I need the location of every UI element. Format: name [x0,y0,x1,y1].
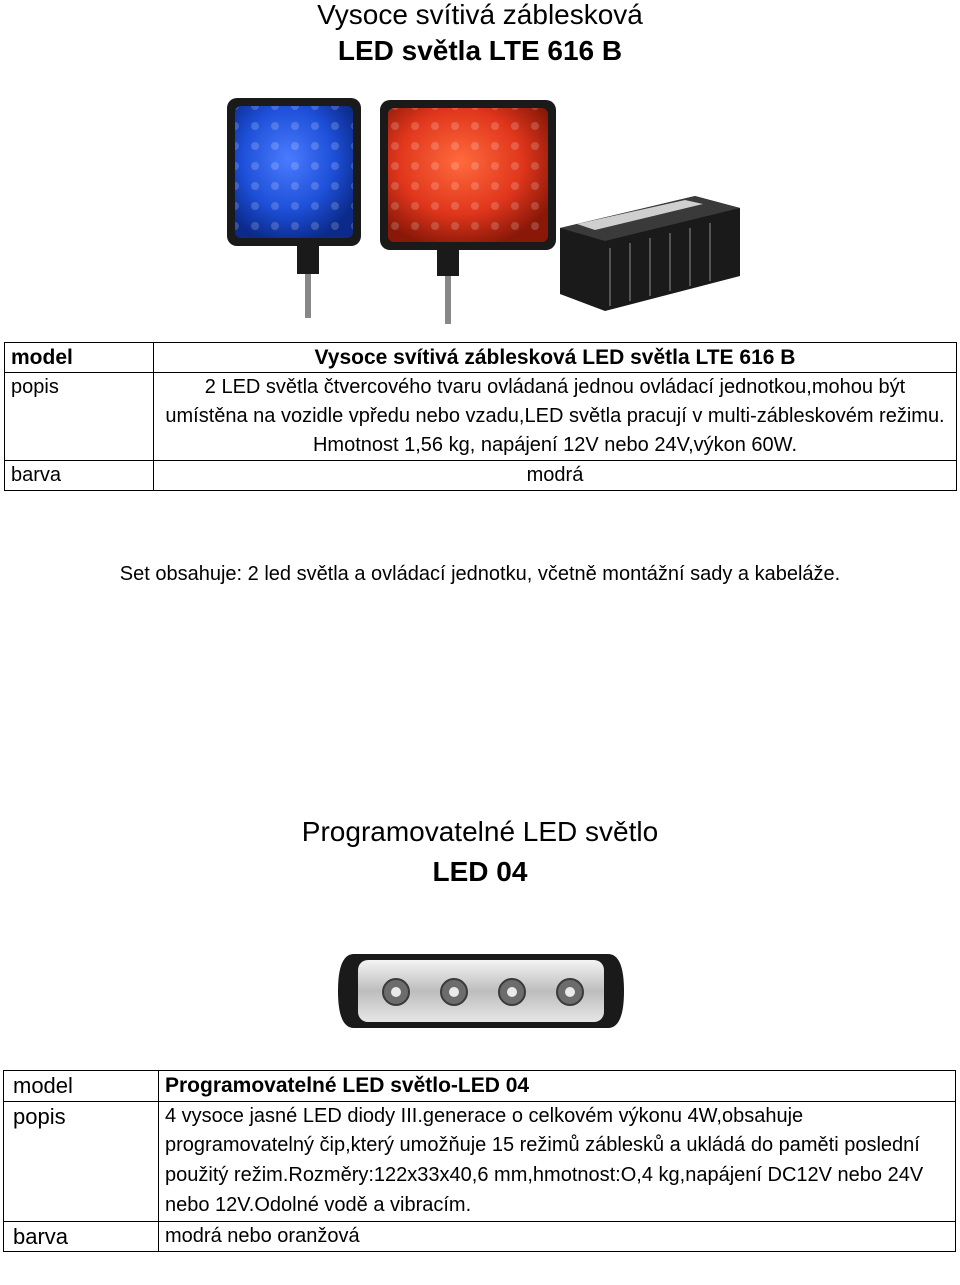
table-row [4,1221,956,1252]
barva-value: modrá nebo oranžová [159,1221,956,1252]
model-label: model [5,343,154,373]
table-row [4,1101,956,1221]
model-value: Vysoce svítivá záblesková LED světla LTE 616 B [154,343,957,373]
control-unit [560,196,740,311]
blue-lamp [227,98,361,318]
popis-value: 2 LED světla čtvercového tvaru ovládaná jednou ovládací jednotkou,mohou být umístěna na vozidle vpředu nebo vzadu,LED světla pracují v multi-zábleskovém režimu. Hmotnost 1,56 kg, napájení 12V nebo 24V,výkon 60W. [154,373,957,461]
table-row [4,1071,956,1102]
section2-title-line2: LED 04 [432,856,528,887]
section2-title-line1: Programovatelné LED světlo [301,816,659,847]
section1-title-line1: Vysoce svítivá záblesková [317,0,643,30]
barva-value: modrá [154,461,957,491]
table-row [5,373,957,461]
red-lamp [380,100,556,324]
set-contents-text: Set obsahuje: 2 led světla a ovládací jednotku, včetně montážní sady a kabeláže. [119,563,841,585]
led04-spec-table [3,1070,956,1252]
section1-title-line2: LED světla LTE 616 B [337,35,623,66]
table-row [5,461,957,491]
barva-label: barva [5,461,154,491]
led04-product-photo [334,940,628,1042]
popis-value: 4 vysoce jasné LED diody III.generace o celkovém výkonu 4W,obsahuje programovatelný čip,který umožňuje 15 režimů záblesků a ukládá do paměti poslední použitý režim.Rozměry:122x33x40,6 mm,hmotnost:O,4 kg,napájení DC12V nebo 24V nebo 12V.Odolné vodě a vibracím. [159,1101,956,1221]
lte616b-product-photo [225,96,745,328]
model-label: model [4,1071,159,1102]
model-value: Programovatelné LED světlo-LED 04 [159,1071,956,1102]
barva-label: barva [4,1221,159,1252]
popis-label: popis [4,1101,159,1221]
table-row [5,343,957,373]
lte616b-spec-table [4,342,957,491]
popis-label: popis [5,373,154,461]
